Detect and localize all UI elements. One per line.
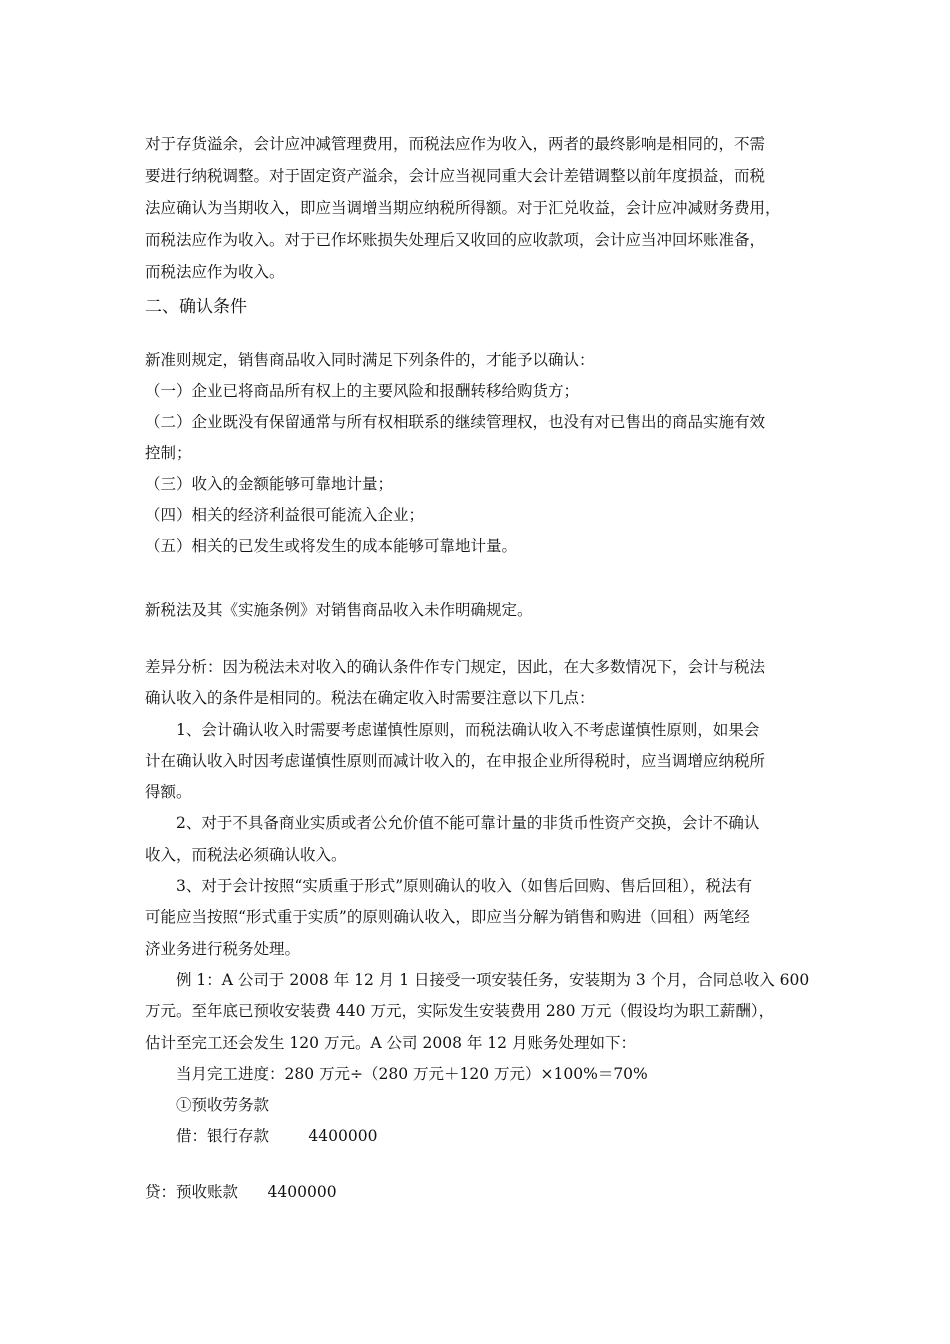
intro-line: 要进行纳税调整。对于固定资产溢余，会计应当视同重大会计差错调整以前年度损益，而税 <box>145 167 766 185</box>
tax-law-note <box>145 594 810 626</box>
step-label: ①预收劳务款 <box>176 1096 270 1115</box>
conditions-list <box>145 345 810 562</box>
condition-item: （四）相关的经济利益很可能流入企业； <box>145 506 425 524</box>
analysis-line: 差异分析：因为税法未对收入的确认条件作专门规定，因此，在大多数情况下，会计与税法 <box>145 658 766 676</box>
analysis-line: 确认收入的条件是相同的。税法在确定收入时需要注意以下几点： <box>145 689 595 708</box>
point-2-line: 收入，而税法必须确认收入。 <box>145 845 347 864</box>
debit-entry: 借：银行存款 4400000 <box>176 1127 378 1146</box>
intro-paragraph <box>145 128 810 288</box>
point-3-line: 3、对于会计按照“实质重于形式”原则确认的收入（如售后回购、售后回租），税法有 <box>176 877 752 896</box>
example-line: 估计至完工还会发生 120 万元。A 公司 2008 年 12 月账务处理如下： <box>145 1033 636 1052</box>
tax-law-note-text: 新税法及其《实施条例》对销售商品收入未作明确规定。 <box>145 601 533 619</box>
progress-line: 当月完工进度：280 万元÷（280 万元＋120 万元）×100%＝70% <box>176 1064 648 1083</box>
point-1-line: 1、会计确认收入时需要考虑谨慎性原则，而税法确认收入不考虑谨慎性原则，如果会 <box>176 720 760 739</box>
example-line: 例 1：A 公司于 2008 年 12 月 1 日接受一项安装任务，安装期为 3 个月，合同总收入 600 <box>176 970 810 989</box>
conditions-intro: 新准则规定，销售商品收入同时满足下列条件的，才能予以确认： <box>145 351 595 369</box>
point-1-line: 计在确认收入时因考虑谨慎性原则而减计收入的，在申报企业所得税时，应当调增应纳税所 <box>145 751 766 770</box>
point-3-line: 可能应当按照“形式重于实质”的原则确认收入，即应当分解为销售和购进（回租）两笔经 <box>145 908 750 927</box>
condition-item: （三）收入的金额能够可靠地计量； <box>145 475 394 493</box>
point-3-line: 济业务进行税务处理。 <box>145 939 301 958</box>
intro-line: 对于存货溢余，会计应冲减管理费用，而税法应作为收入，两者的最终影响是相同的，不需 <box>145 135 766 153</box>
credit-entry: 贷：预收账款 4400000 <box>145 1183 337 1201</box>
condition-item: （一）企业已将商品所有权上的主要风险和报酬转移给购货方； <box>145 382 580 400</box>
intro-line: 法应确认为当期收入，即应当调增当期应纳税所得额。对于汇兑收益，会计应冲减财务费用， <box>145 199 781 217</box>
credit-block <box>145 1176 810 1208</box>
analysis-section <box>145 652 810 1153</box>
condition-item: 控制； <box>145 444 192 462</box>
section-heading: 二、确认条件 <box>145 297 247 317</box>
intro-line: 而税法应作为收入。对于已作坏账损失处理后又收回的应收款项，会计应当冲回坏账准备， <box>145 231 766 249</box>
condition-item: （二）企业既没有保留通常与所有权相联系的继续管理权，也没有对已售出的商品实施有效 <box>145 413 766 431</box>
example-line: 万元。至年底已预收安装费 440 万元，实际发生安装费用 280 万元（假设均为职工薪酬）， <box>145 1002 775 1021</box>
point-2-line: 2、对于不具备商业实质或者公允价值不能可靠计量的非货币性资产交换，会计不确认 <box>176 814 760 833</box>
intro-line: 而税法应作为收入。 <box>145 263 285 281</box>
condition-item: （五）相关的已发生或将发生的成本能够可靠地计量。 <box>145 537 518 555</box>
point-1-line: 得额。 <box>145 783 192 802</box>
